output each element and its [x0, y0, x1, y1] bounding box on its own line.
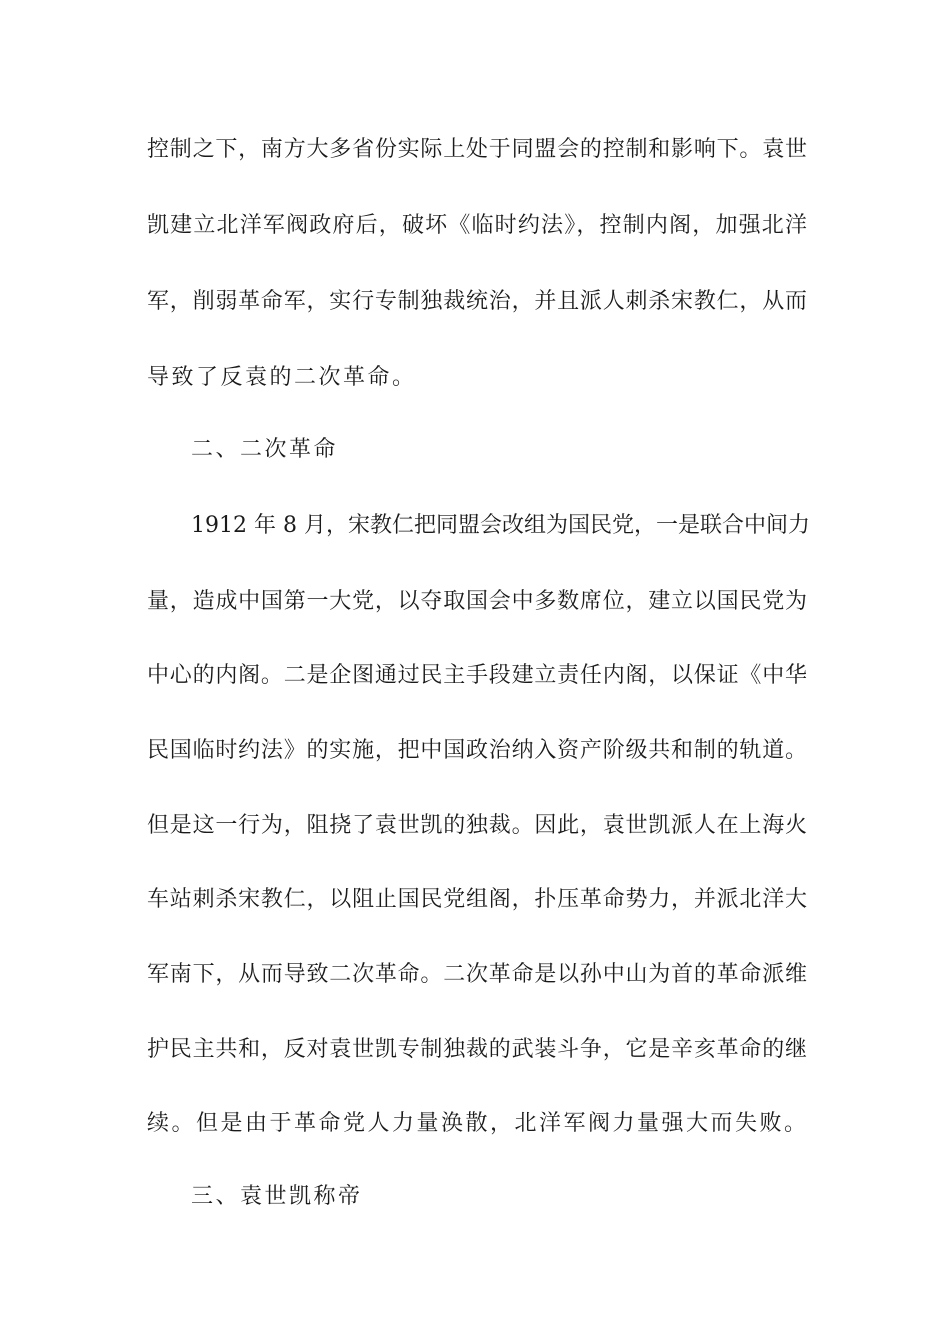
- paragraph-1-line-2: 凯建立北洋军阀政府后，破坏《临时约法》，控制内阁，加强北洋: [147, 213, 807, 238]
- paragraph-2-line-5: 但是这一行为，阻挠了袁世凯的独裁。因此，袁世凯派人在上海火: [147, 813, 807, 838]
- section-heading-3: 三、袁世凯称帝: [191, 1184, 363, 1209]
- paragraph-2-line-4: 民国临时约法》的实施，把中国政治纳入资产阶级共和制的轨道。: [147, 738, 807, 763]
- paragraph-2-line-3: 中心的内阁。二是企图通过民主手段建立责任内阁，以保证《中华: [147, 663, 807, 688]
- paragraph-2-line-6: 车站刺杀宋教仁，以阻止国民党组阁，扑压革命势力，并派北洋大: [147, 887, 807, 912]
- paragraph-1-line-3: 军，削弱革命军，实行专制独裁统治，并且派人刺杀宋教仁，从而: [147, 289, 807, 314]
- paragraph-2-line-8: 护民主共和，反对袁世凯专制独裁的武装斗争，它是辛亥革命的继: [147, 1037, 807, 1062]
- paragraph-2-line-7: 军南下，从而导致二次革命。二次革命是以孙中山为首的革命派维: [147, 962, 807, 987]
- paragraph-2-line-2: 量，造成中国第一大党，以夺取国会中多数席位，建立以国民党为: [147, 589, 807, 614]
- paragraph-1-line-1: 控制之下，南方大多省份实际上处于同盟会的控制和影响下。袁世: [147, 137, 807, 162]
- paragraph-1-line-4: 导致了反袁的二次革命。: [147, 365, 417, 390]
- paragraph-2-line-9: 续。但是由于革命党人力量涣散，北洋军阀力量强大而失败。: [147, 1111, 809, 1136]
- section-heading-2: 二、二次革命: [191, 437, 339, 462]
- paragraph-2-line-1: 1912 年 8 月，宋教仁把同盟会改组为国民党，一是联合中间力: [191, 513, 810, 538]
